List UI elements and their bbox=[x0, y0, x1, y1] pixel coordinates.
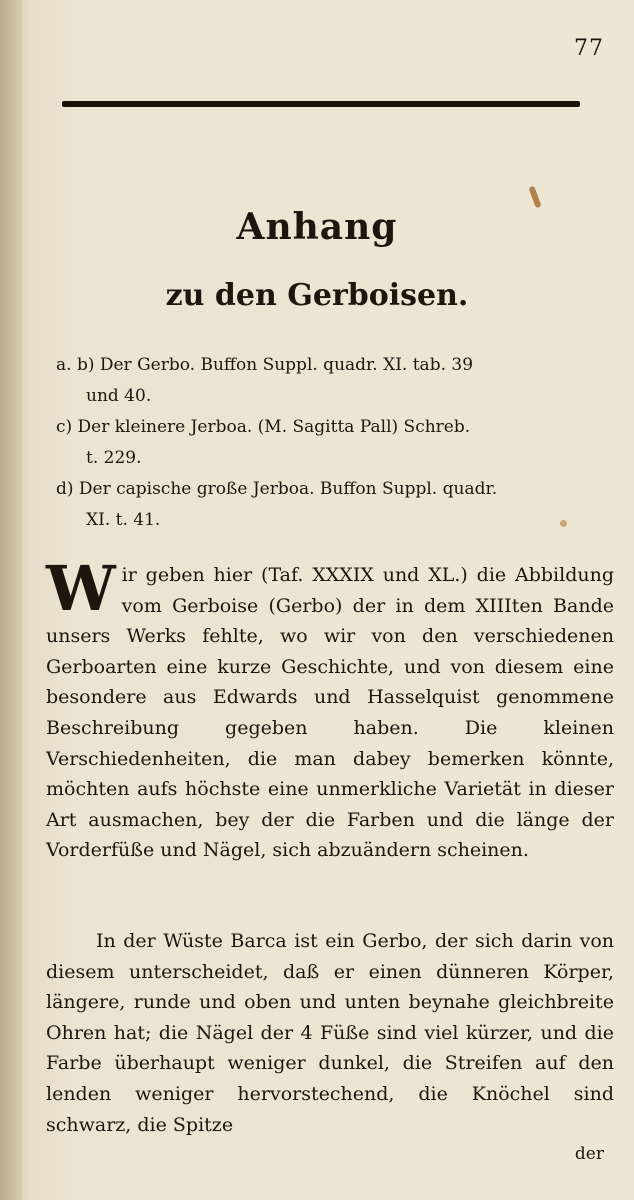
page-title: Anhang bbox=[236, 206, 398, 248]
drop-cap-initial: W bbox=[46, 552, 116, 625]
reference-line: a. b) Der Gerbo. Buffon Suppl. quadr. XI. tab. 39 bbox=[56, 355, 474, 375]
page-gutter bbox=[0, 0, 22, 1200]
reference-continuation: t. 229. bbox=[86, 448, 142, 468]
stain-mark bbox=[528, 186, 541, 209]
page-subtitle: zu den Gerboisen. bbox=[165, 278, 469, 313]
reference-continuation: und 40. bbox=[86, 386, 152, 406]
page-number: 77 bbox=[574, 36, 604, 61]
reference-item bbox=[56, 350, 616, 412]
body-paragraph bbox=[46, 552, 614, 866]
reference-item bbox=[56, 474, 616, 536]
reference-list bbox=[56, 350, 616, 536]
catchword: der bbox=[574, 1144, 604, 1164]
body-paragraph: In der Wüste Barca ist ein Gerbo, der sich darin von diesem unterscheidet, daß er einen dünneren Körper, längere, runde und oben und unten beynahe gleichbreite Ohren hat; die Nägel der 4 Füße sind viel kürzer, und die Farbe überhaupt weniger dunkel, die Streifen auf den lenden weniger hervorstechend, die Knöchel sind schwarz, die Spitze bbox=[46, 930, 614, 1136]
reference-line: d) Der capische große Jerboa. Buffon Suppl. quadr. bbox=[56, 479, 498, 499]
reference-line: c) Der kleinere Jerboa. (M. Sagitta Pall) Schreb. bbox=[56, 417, 471, 437]
reference-item bbox=[56, 412, 616, 474]
header-rule bbox=[62, 101, 580, 107]
paragraph-text: ir geben hier (Taf. XXXIX und XL.) die Abbildung vom Gerboise (Gerbo) der in dem XIIIten Bande unsers Werks fehlte, wo wir von den verschiedenen Gerboarten eine kurze Geschichte, und von diesem eine besondere aus Edwards und Hasselquist genommene Beschreibung gegeben haben. Die kleinen Verschiedenheiten, die man dabey bemerken könnte, möchten aufs höchste eine unmerkliche Varietät in dieser Art ausmachen, bey der die Farben und die länge der Vorderfüße und Nägel, sich abzuändern scheinen. bbox=[46, 564, 614, 862]
reference-continuation: XI. t. 41. bbox=[86, 510, 161, 530]
